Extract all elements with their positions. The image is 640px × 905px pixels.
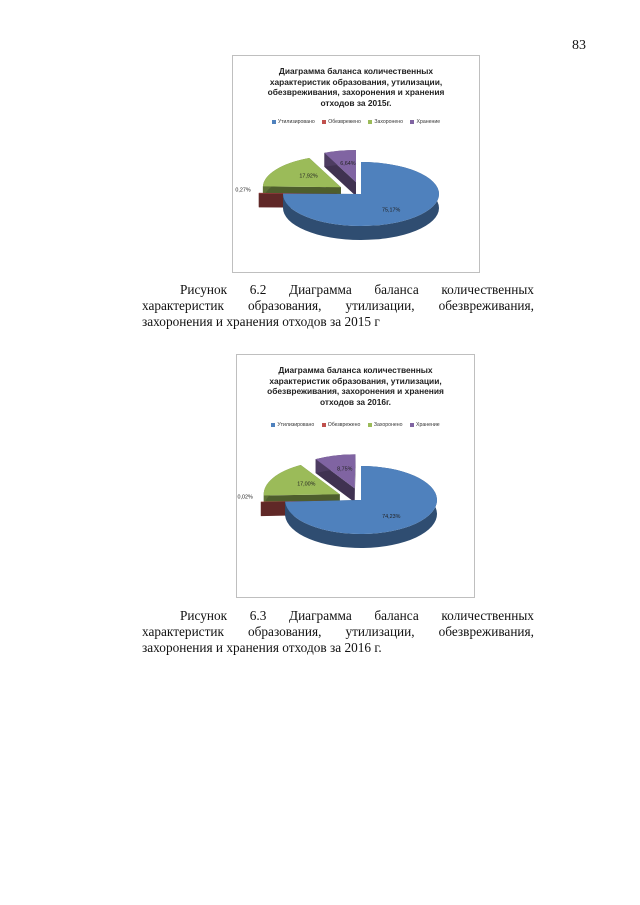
- chart-title: [245, 365, 466, 407]
- caption-word: баланса: [374, 282, 419, 297]
- chart-title-line: Диаграмма баланса количественных: [278, 365, 433, 375]
- caption-word: баланса: [374, 608, 419, 623]
- legend-item: [272, 119, 315, 125]
- legend-swatch: [410, 120, 414, 124]
- pie-chart-2016: [237, 435, 474, 585]
- figure-caption-2015: [142, 282, 534, 331]
- data-label: 17,00%: [297, 481, 316, 488]
- legend-item: [322, 422, 361, 428]
- chart-legend: [233, 119, 479, 125]
- caption-word: Диаграмма: [289, 282, 352, 297]
- legend-label: Хранение: [416, 119, 441, 125]
- legend-label: Захоронено: [373, 422, 403, 428]
- caption-word: Рисунок: [180, 282, 228, 297]
- chart-title-line: Диаграмма баланса количественных: [278, 66, 434, 76]
- data-label: 0,27%: [235, 187, 251, 194]
- legend-swatch: [272, 120, 276, 124]
- caption-word: Диаграмма: [289, 608, 352, 623]
- data-label: 6,64%: [340, 160, 356, 167]
- chart-title-line: характеристик образования, утилизации,: [269, 76, 443, 87]
- chart-legend: [237, 422, 474, 428]
- chart-figure-2016: [236, 354, 475, 598]
- legend-label: Утилизировано: [277, 422, 315, 428]
- page-number: 83: [572, 38, 586, 53]
- caption-word: 6.3: [249, 608, 267, 623]
- data-label: 8,75%: [337, 466, 353, 473]
- caption-first-line: [142, 608, 534, 624]
- data-label: 0,02%: [237, 494, 253, 501]
- caption-rest: характеристик образования, утилизации, обезвреживания, захоронения и хранения отходов за 2015 г: [142, 298, 534, 330]
- caption-first-line: [142, 282, 534, 298]
- caption-word: количественных: [441, 282, 534, 297]
- legend-item: [368, 119, 403, 125]
- figure-caption-2016: [142, 608, 534, 657]
- chart-title-line: отходов за 2016г.: [319, 396, 391, 407]
- chart-title-line: характеристик образования, утилизации,: [269, 375, 442, 386]
- legend-swatch: [410, 423, 414, 427]
- legend-item: [271, 422, 314, 428]
- legend-item: [322, 119, 361, 125]
- legend-label: Обезврежено: [327, 422, 361, 428]
- chart-title-line: обезвреживания, захоронения и хранения: [267, 386, 444, 396]
- legend-swatch: [322, 423, 326, 427]
- legend-label: Утилизировано: [277, 119, 315, 125]
- legend-swatch: [368, 423, 372, 427]
- chart-figure-2015: [232, 55, 480, 273]
- legend-swatch: [322, 120, 326, 124]
- caption-word: количественных: [441, 608, 534, 623]
- chart-title-line: отходов за 2015г.: [320, 97, 392, 108]
- legend-swatch: [271, 423, 275, 427]
- chart-title: [241, 66, 471, 108]
- data-label: 17,92%: [299, 173, 318, 180]
- data-label: 74,23%: [382, 514, 401, 521]
- caption-word: 6.2: [249, 282, 267, 297]
- legend-swatch: [368, 120, 372, 124]
- data-label: 75,17%: [382, 207, 401, 214]
- caption-word: Рисунок: [180, 608, 228, 623]
- legend-item: [410, 119, 440, 125]
- legend-item: [368, 422, 403, 428]
- legend-label: Захоронено: [374, 119, 404, 125]
- legend-item: [410, 422, 440, 428]
- caption-rest: характеристик образования, утилизации, обезвреживания, захоронения и хранения отходов за 2016 г.: [142, 624, 534, 656]
- legend-label: Хранение: [415, 422, 440, 428]
- legend-label: Обезврежено: [328, 119, 361, 125]
- chart-title-line: обезвреживания, захоронения и хранения: [267, 87, 445, 97]
- pie-chart-2015: [233, 131, 479, 267]
